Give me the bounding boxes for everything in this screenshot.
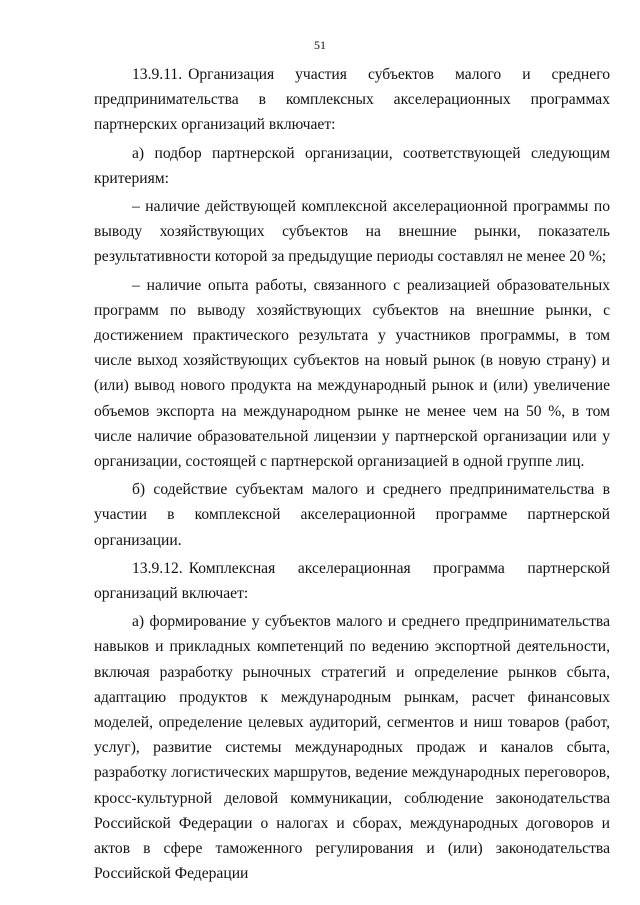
document-body: [94, 62, 610, 890]
paragraph-criterion-1: – наличие действующей комплексной акселерационной программы по выводу хозяйствующих субъектов на внешние рынки, показатель результативности которой за предыдущие периоды составлял не менее 20 %;: [94, 198, 610, 266]
paragraph-text: Комплексная акселерационная программа партнерской организаций включает:: [94, 559, 610, 603]
paragraph-item-a: а) подбор партнерской организации, соответствующей следующим критериям:: [94, 144, 610, 187]
section-number: 13.9.12.: [132, 559, 183, 577]
paragraph-13-9-11: [94, 62, 610, 138]
paragraph-text: Организация участия субъектов малого и среднего предпринимательства в комплексных акселерационных программах партнерских организаций включает:: [94, 66, 610, 134]
paragraph-item-a-2: а) формирование у субъектов малого и среднего предпринимательства навыков и прикладных компетенций по ведению экспортной деятельности, включая разработку рыночных стратегий и определение рынков сбыта, адаптацию продуктов к международным рынкам, расчет финансовых моделей, определение целевых аудиторий, сегментов и ниш товаров (работ, услуг), развитие системы международных продаж и каналов сбыта, разработку логистических маршрутов, ведение международных переговоров, кросс-культурной деловой коммуникации, соблюдение законодательства Российской Федерации о налогах и сборах, международных договоров и актов в сфере таможенного регулирования и (или) законодательства Российской Федерации: [94, 613, 610, 883]
section-number: 13.9.11.: [132, 66, 183, 83]
paragraph-13-9-12: [94, 556, 610, 606]
paragraph-criterion-2: – наличие опыта работы, связанного с реализацией образовательных программ по выводу хозяйствующих субъектов на внешние рынки, с достижением практического результата у участников программы, в том числе выход хозяйствующих субъектов на новый рынок (в новую страну) и (или) вывод нового продукта на международный рынок и (или) увеличение объемов экспорта на международном рынке не менее чем на 50 %, в том числе наличие образовательной лицензии у партнерской организации или у организации, состоящей с партнерской организацией в одной группе лиц.: [94, 276, 610, 471]
page-number: 51: [314, 38, 326, 52]
paragraph-item-b: б) содействие субъектам малого и среднего предпринимательства в участии в комплексной акселерационной программе партнерской организации.: [94, 481, 610, 549]
